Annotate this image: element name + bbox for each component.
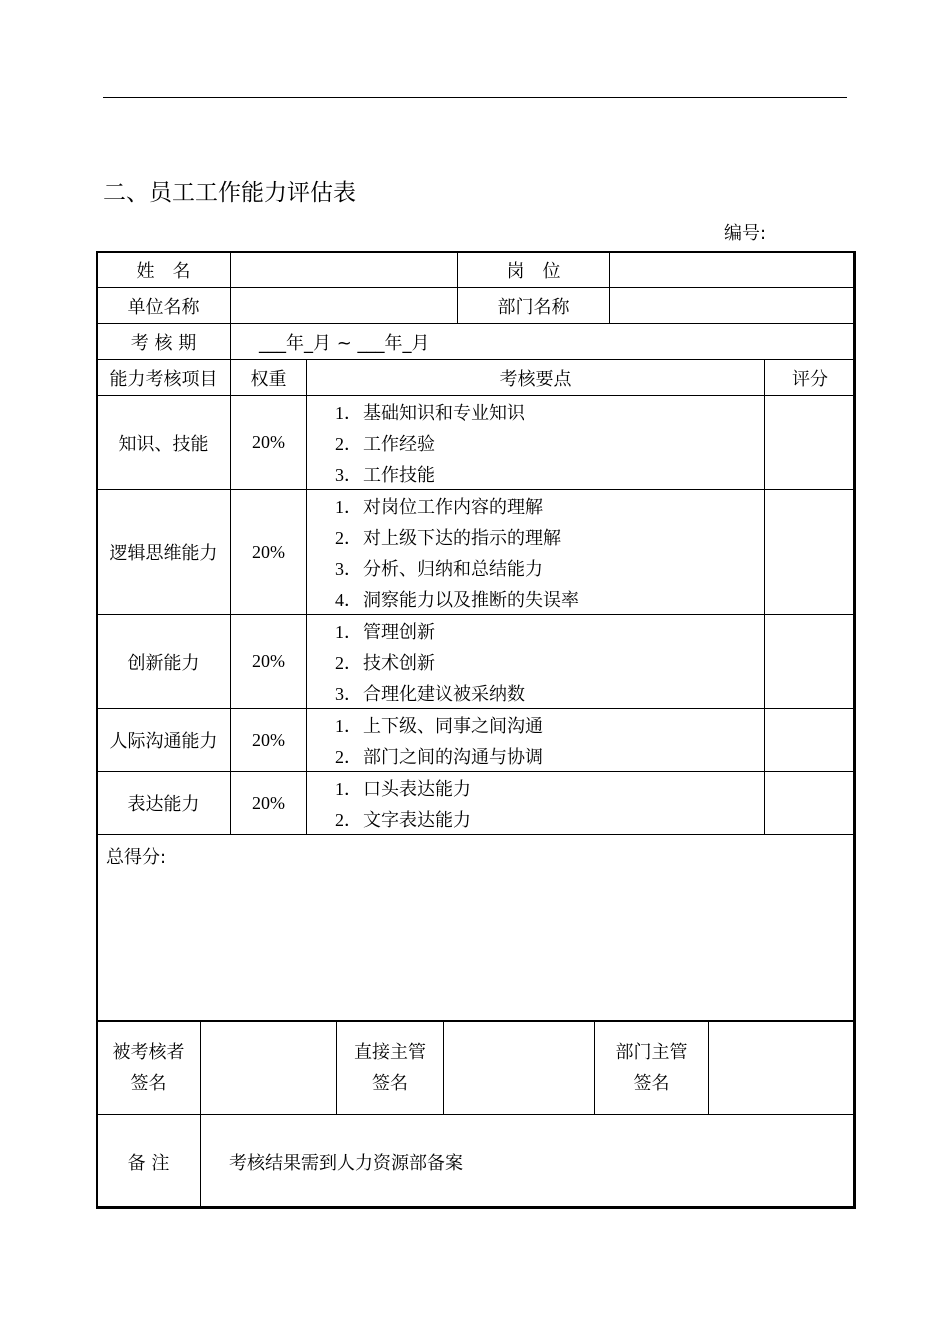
supervisor-signature-label — [337, 1021, 444, 1115]
post-field[interactable] — [610, 252, 856, 288]
ability-weight: 20% — [231, 490, 307, 615]
list-item — [335, 772, 764, 803]
signature-table — [96, 1020, 856, 1209]
item-text: 口头表达能力 — [363, 778, 471, 800]
item-number: 2． — [335, 652, 362, 673]
item-text: 工作技能 — [363, 464, 435, 486]
label-line: 被考核者 — [112, 1041, 185, 1063]
list-item — [335, 740, 764, 771]
period-row — [97, 324, 856, 360]
item-number: 1． — [335, 621, 362, 642]
item-text: 基础知识和专业知识 — [363, 402, 525, 424]
score-field[interactable] — [765, 490, 856, 615]
appraisee-signature-field[interactable] — [201, 1021, 337, 1115]
col-points-header: 考核要点 — [307, 360, 765, 396]
total-row — [97, 835, 856, 1022]
label-line: 部门主管 — [615, 1041, 688, 1063]
remarks-label: 备 注 — [97, 1115, 201, 1209]
col-weight-header: 权重 — [231, 360, 307, 396]
ability-name: 人际沟通能力 — [97, 709, 231, 772]
ability-points — [307, 772, 765, 835]
item-number: 3． — [335, 464, 362, 485]
item-number: 3． — [335, 558, 362, 579]
item-text: 对上级下达的指示的理解 — [363, 527, 561, 549]
item-text: 工作经验 — [363, 433, 435, 455]
table-row — [97, 490, 856, 615]
list-item — [335, 521, 764, 552]
period-label: 考 核 期 — [97, 324, 231, 360]
list-item — [335, 458, 764, 489]
item-number: 3． — [335, 683, 362, 704]
ability-name: 知识、技能 — [97, 396, 231, 490]
col-score-header: 评分 — [765, 360, 856, 396]
dept-label: 部门名称 — [458, 288, 610, 324]
item-number: 1． — [335, 402, 362, 423]
list-item — [335, 583, 764, 614]
name-label: 姓 名 — [97, 252, 231, 288]
period-field[interactable]: ___年_月 ~ ___年_月 — [231, 324, 856, 360]
ability-name: 逻辑思维能力 — [97, 490, 231, 615]
item-text: 洞察能力以及推断的失误率 — [363, 589, 579, 611]
ability-weight: 20% — [231, 615, 307, 709]
remarks-text: 考核结果需到人力资源部备案 — [201, 1115, 856, 1209]
list-item — [335, 803, 764, 834]
ability-points — [307, 615, 765, 709]
label-line: 签名 — [372, 1072, 408, 1094]
item-text: 上下级、同事之间沟通 — [363, 715, 543, 737]
item-number: 2． — [335, 809, 362, 830]
item-text: 管理创新 — [363, 621, 435, 643]
name-field[interactable] — [231, 252, 458, 288]
name-row — [97, 252, 856, 288]
document-title: 二、员工工作能力评估表 — [103, 180, 356, 206]
item-text: 部门之间的沟通与协调 — [363, 746, 543, 768]
list-item — [335, 646, 764, 677]
item-number: 2． — [335, 433, 362, 454]
dept-head-signature-label — [595, 1021, 709, 1115]
unit-field[interactable] — [231, 288, 458, 324]
ability-weight: 20% — [231, 396, 307, 490]
unit-label: 单位名称 — [97, 288, 231, 324]
list-item — [335, 490, 764, 521]
list-item — [335, 709, 764, 740]
header-rule — [103, 97, 847, 98]
appraisee-signature-label — [97, 1021, 201, 1115]
score-field[interactable] — [765, 709, 856, 772]
list-item — [335, 396, 764, 427]
item-number: 1． — [335, 778, 362, 799]
dept-field[interactable] — [610, 288, 856, 324]
item-text: 合理化建议被采纳数 — [363, 683, 525, 705]
col-item-header: 能力考核项目 — [97, 360, 231, 396]
ability-weight: 20% — [231, 772, 307, 835]
label-line: 直接主管 — [354, 1041, 426, 1063]
item-text: 对岗位工作内容的理解 — [363, 496, 543, 518]
table-row — [97, 396, 856, 490]
score-field[interactable] — [765, 615, 856, 709]
item-number: 1． — [335, 715, 362, 736]
total-score-label: 总得分: — [106, 847, 167, 868]
item-text: 文字表达能力 — [363, 809, 471, 831]
table-row — [97, 772, 856, 835]
column-header-row — [97, 360, 856, 396]
serial-number-label: 编号: — [724, 223, 767, 244]
item-text: 分析、归纳和总结能力 — [363, 558, 543, 580]
ability-points — [307, 709, 765, 772]
list-item — [335, 677, 764, 708]
post-label: 岗 位 — [458, 252, 610, 288]
ability-name: 创新能力 — [97, 615, 231, 709]
item-number: 1． — [335, 496, 362, 517]
table-row — [97, 709, 856, 772]
ability-name: 表达能力 — [97, 772, 231, 835]
item-number: 4． — [335, 589, 362, 610]
table-row — [97, 615, 856, 709]
score-field[interactable] — [765, 396, 856, 490]
dept-head-signature-field[interactable] — [709, 1021, 856, 1115]
label-line: 签名 — [130, 1072, 167, 1094]
label-line: 签名 — [633, 1072, 670, 1094]
item-text: 技术创新 — [363, 652, 435, 674]
signature-row — [97, 1021, 856, 1115]
ability-points — [307, 396, 765, 490]
evaluation-table — [96, 251, 856, 1022]
list-item — [335, 427, 764, 458]
item-number: 2． — [335, 746, 362, 767]
ability-points — [307, 490, 765, 615]
total-score-field[interactable] — [97, 835, 856, 1022]
score-field[interactable] — [765, 772, 856, 835]
list-item — [335, 552, 764, 583]
supervisor-signature-field[interactable] — [444, 1021, 595, 1115]
item-number: 2． — [335, 527, 362, 548]
ability-weight: 20% — [231, 709, 307, 772]
unit-row — [97, 288, 856, 324]
remarks-row — [97, 1115, 856, 1209]
list-item — [335, 615, 764, 646]
